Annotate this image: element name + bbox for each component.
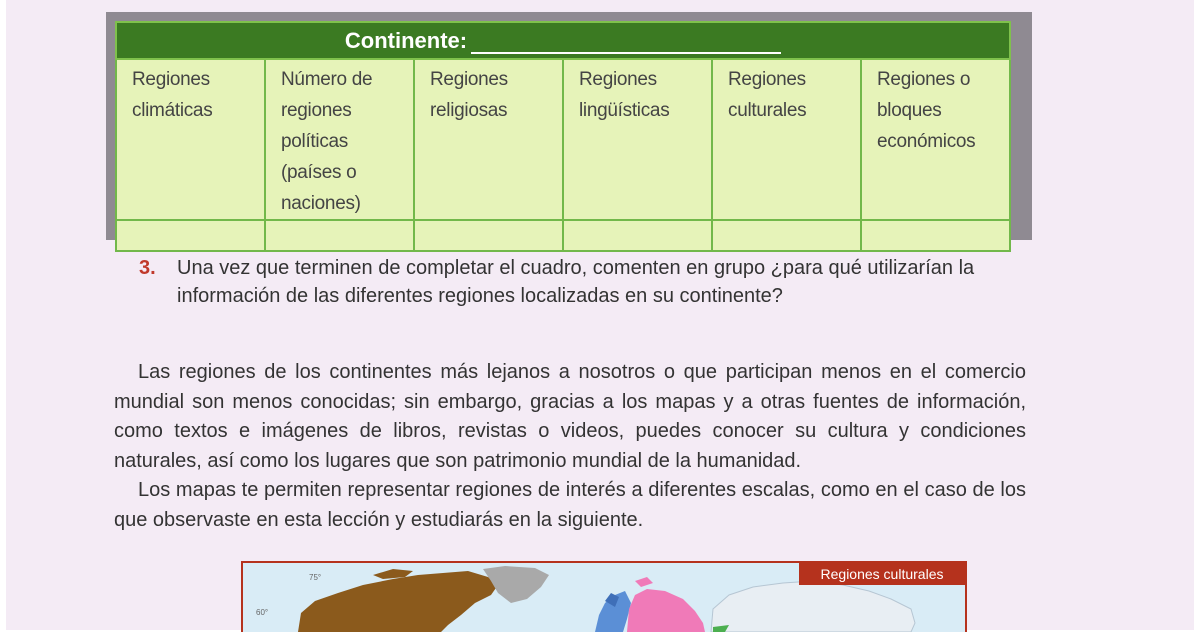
table-frame [106, 12, 1032, 240]
column-header-climate: Regiones climáticas [116, 59, 265, 220]
region-asia-outline [711, 581, 915, 632]
question-text: Una vez que terminen de completar el cuadro, comenten en grupo ¿para qué utilizarían la información de las diferentes regiones localizadas en su continente? [177, 257, 975, 307]
question-number: 3. [139, 257, 156, 279]
table-title-label: Continente: [344, 27, 468, 53]
answer-cell-economic[interactable] [861, 220, 1010, 251]
paragraph-1: Las regiones de los continentes más lejanos a nosotros o que participan menos en el comercio mundial son menos conocidas; sin embargo, gracias a los mapas y a otras fuentes de información, como textos e imágenes de libros, revistas o videos, puedes conocer su cultura y condiciones naturales, así como los lugares que son patrimonio mundial de la humanidad. [114, 361, 1026, 472]
region-north-america [298, 571, 498, 632]
answer-cell-linguistic[interactable] [563, 220, 712, 251]
regions-table [115, 21, 1011, 252]
answer-cell-religious[interactable] [414, 220, 563, 251]
answer-cell-climate[interactable] [116, 220, 265, 251]
paragraph-2: Los mapas te permiten representar regiones de interés a diferentes escalas, como en el caso de los que observaste en esta lección y estudiarás en la siguiente. [114, 479, 1026, 531]
region-russia [627, 589, 705, 632]
map-title: Regiones culturales [799, 563, 965, 585]
column-header-religious: Regiones religiosas [414, 59, 563, 220]
column-header-political: Número de regiones políticas (países o naciones) [265, 59, 414, 220]
cultural-regions-map [241, 561, 967, 632]
latitude-label-75: 75° [309, 573, 322, 582]
column-header-linguistic: Regiones lingüísticas [563, 59, 712, 220]
region-russia-islands [635, 577, 653, 587]
textbook-page [6, 0, 1194, 630]
latitude-label-60: 60° [256, 608, 269, 617]
column-header-cultural: Regiones culturales [712, 59, 861, 220]
title-blank-line[interactable] [471, 52, 781, 54]
column-header-economic: Regiones o bloques económicos [861, 59, 1010, 220]
table-title [116, 22, 1010, 59]
answer-cell-cultural[interactable] [712, 220, 861, 251]
answer-cell-political[interactable] [265, 220, 414, 251]
